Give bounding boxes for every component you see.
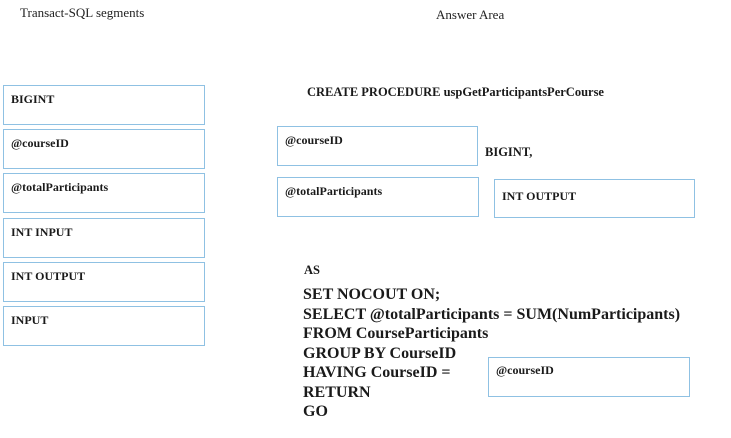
code-line-go: GO (303, 403, 328, 420)
code-line-set-nocount: SET NOCOUT ON; (303, 286, 441, 303)
code-line-having: HAVING CourseID = (303, 364, 451, 381)
segment-input[interactable]: INPUT (3, 306, 205, 346)
code-line-group-by: GROUP BY CourseID (303, 344, 457, 362)
procedure-title: CREATE PROCEDURE uspGetParticipantsPerCourse (307, 85, 604, 99)
bigint-keyword: BIGINT, (485, 145, 533, 159)
answer-slot-2[interactable]: @totalParticipants (277, 177, 479, 217)
segment-bigint[interactable]: BIGINT (3, 85, 205, 125)
answer-slot-1[interactable]: @courseID (277, 126, 478, 166)
segments-heading: Transact-SQL segments (20, 5, 145, 20)
answer-area-heading: Answer Area (436, 7, 505, 22)
segment-totalparticipants[interactable]: @totalParticipants (3, 173, 205, 213)
code-line-from: FROM CourseParticipants (303, 325, 489, 342)
segment-int-input[interactable]: INT INPUT (3, 218, 205, 258)
segment-courseid[interactable]: @courseID (3, 129, 205, 169)
as-keyword: AS (304, 263, 320, 277)
answer-slot-3[interactable]: INT OUTPUT (494, 179, 695, 218)
segment-int-output[interactable]: INT OUTPUT (3, 262, 205, 302)
code-line-select: SELECT @totalParticipants = SUM(NumParticipants) (303, 305, 681, 323)
code-line-return: RETURN (303, 383, 371, 401)
answer-slot-4[interactable]: @courseID (488, 357, 690, 397)
